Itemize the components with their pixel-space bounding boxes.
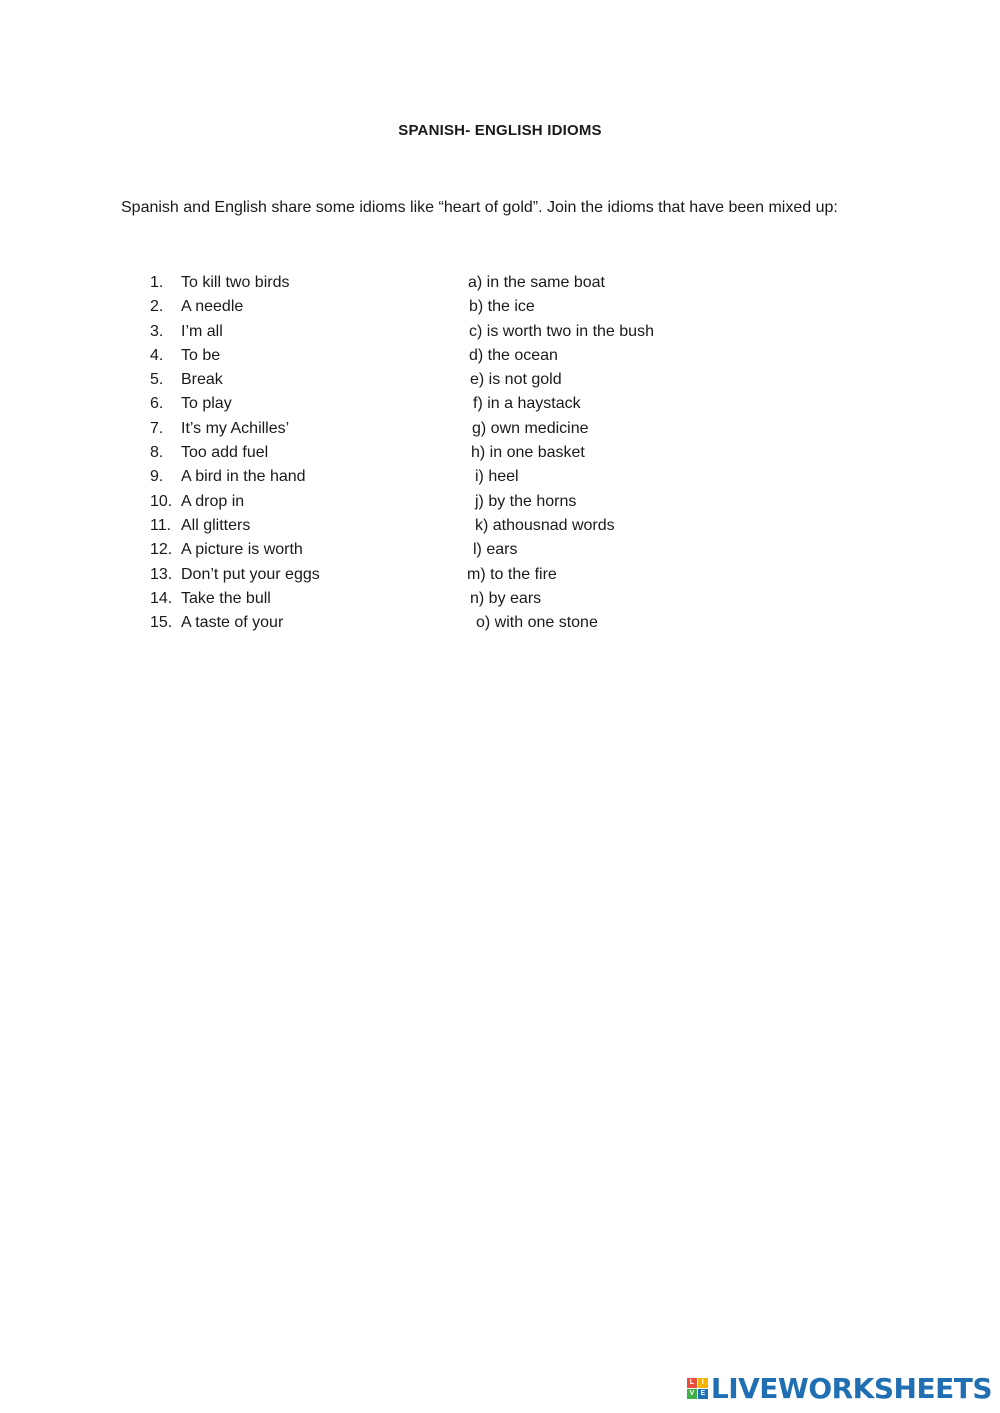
idiom-ending: m) to the fire (467, 565, 557, 583)
idiom-start: To be (181, 346, 221, 364)
item-number: 9. (150, 468, 164, 486)
idiom-start: A bird in the hand (181, 468, 306, 486)
idiom-row (150, 564, 710, 588)
idiom-start: Break (181, 371, 223, 389)
idiom-ending: e) is not gold (470, 371, 562, 389)
idiom-row (150, 418, 710, 442)
idiom-ending: b) the ice (469, 298, 535, 316)
instructions: Spanish and English share some idioms like “heart of gold”. Join the idioms that have been mixed up: (121, 199, 838, 216)
idiom-ending: h) in one basket (471, 444, 585, 462)
idiom-ending: j) by the horns (475, 492, 577, 510)
item-number: 2. (150, 298, 164, 316)
idiom-start: Take the bull (181, 589, 271, 607)
idiom-row (150, 393, 710, 417)
idiom-row (150, 369, 710, 393)
idiom-row (150, 612, 710, 636)
logo-tile: V (687, 1389, 697, 1399)
item-number: 8. (150, 444, 164, 462)
item-number: 5. (150, 371, 164, 389)
idiom-ending: g) own medicine (472, 419, 589, 437)
idiom-start: Don’t put your eggs (181, 565, 320, 583)
item-number: 4. (150, 346, 164, 364)
idiom-list (150, 272, 710, 636)
idiom-row (150, 539, 710, 563)
idiom-ending: d) the ocean (469, 346, 558, 364)
idiom-start: Too add fuel (181, 444, 269, 462)
logo-tile: I (698, 1378, 708, 1388)
item-number: 12. (150, 541, 173, 559)
idiom-row (150, 296, 710, 320)
idiom-ending: i) heel (475, 468, 519, 486)
item-number: 6. (150, 395, 164, 413)
page-title: SPANISH- ENGLISH IDIOMS (398, 122, 602, 139)
item-number: 11. (150, 516, 172, 534)
idiom-ending: a) in the same boat (468, 274, 605, 291)
idiom-ending: k) athousnad words (475, 516, 615, 534)
idiom-row (150, 466, 710, 490)
idiom-start: To kill two birds (181, 274, 290, 291)
liveworksheets-logo (687, 1372, 992, 1405)
item-number: 14. (150, 589, 173, 607)
idiom-ending: o) with one stone (476, 614, 598, 632)
idiom-ending: n) by ears (470, 589, 542, 607)
idiom-row (150, 588, 710, 612)
idiom-start: A picture is worth (181, 541, 303, 559)
item-number: 3. (150, 322, 164, 340)
item-number: 10. (150, 492, 173, 510)
idiom-ending: c) is worth two in the bush (469, 322, 654, 340)
idiom-ending: f) in a haystack (473, 395, 581, 413)
item-number: 15. (150, 614, 173, 632)
idiom-start: It’s my Achilles’ (181, 419, 290, 437)
idiom-row (150, 515, 710, 539)
idiom-row (150, 345, 710, 369)
logo-tile: E (698, 1389, 708, 1399)
idiom-row (150, 491, 710, 515)
idiom-row (150, 442, 710, 466)
idiom-row (150, 272, 710, 296)
item-number: 1. (150, 274, 164, 291)
item-number: 13. (150, 565, 173, 583)
logo-tiles-icon (687, 1378, 708, 1399)
idiom-start: A needle (181, 298, 244, 316)
idiom-start: A drop in (181, 492, 245, 510)
idiom-start: I’m all (181, 322, 223, 340)
idiom-row (150, 321, 710, 345)
logo-tile: L (687, 1378, 697, 1388)
idiom-start: To play (181, 395, 232, 413)
logo-text: LIVEWORKSHEETS (710, 1372, 992, 1405)
idiom-start: All glitters (181, 516, 251, 534)
idiom-start: A taste of your (181, 614, 284, 632)
idiom-ending: l) ears (473, 541, 518, 559)
item-number: 7. (150, 419, 164, 437)
